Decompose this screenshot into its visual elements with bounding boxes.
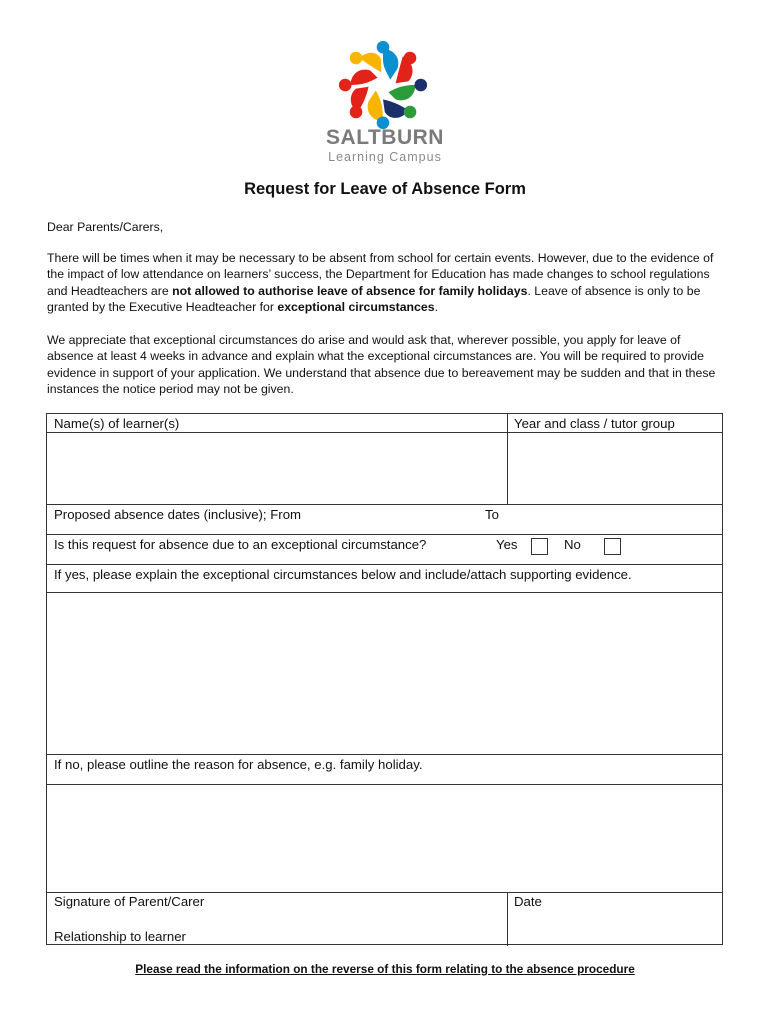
intro-bold-family-holidays: not allowed to authorise leave of absence for family holidays — [172, 283, 528, 298]
column-divider — [507, 892, 508, 946]
absence-form-table — [46, 413, 723, 945]
intro-text-2: . Leave of absence is only to be granted by the Executive Headteacher for — [47, 283, 701, 315]
row-divider — [47, 754, 722, 755]
no-checkbox[interactable] — [604, 538, 621, 555]
school-logo — [338, 40, 428, 130]
date-from-field[interactable] — [319, 505, 479, 534]
learner-names-label: Name(s) of learner(s) — [54, 416, 180, 431]
yes-checkbox[interactable] — [531, 538, 548, 555]
guidance-paragraph: We appreciate that exceptional circumstances do arise and would ask that, wherever possible, you apply for leave of absence at least 4 weeks in advance and explain what the exceptional circumstances are. You will be required to provide evidence in support of your application. We understand that absence due to bereavement may be sudden and that in these instances the notice period may not be given. — [47, 333, 716, 397]
row-divider — [47, 534, 722, 535]
school-subtitle: Learning Campus — [328, 150, 442, 164]
school-name: SALTBURN — [326, 126, 444, 149]
no-label: No — [564, 537, 581, 552]
footer-note: Please read the information on the reverse of this form relating to the absence procedure — [135, 962, 635, 976]
yes-label: Yes — [496, 537, 518, 552]
dates-to-label: To — [485, 507, 499, 522]
if-no-label: If no, please outline the reason for absence, e.g. family holiday. — [54, 757, 423, 772]
date-to-field[interactable] — [503, 505, 721, 534]
intro-bold-exceptional: exceptional circumstances — [277, 300, 435, 315]
form-title: Request for Leave of Absence Form — [244, 180, 526, 198]
absence-reason-field[interactable] — [47, 785, 722, 892]
if-yes-label: If yes, please explain the exceptional circumstances below and include/attach supporting evidence. — [54, 567, 632, 582]
logo-ring — [339, 41, 427, 129]
intro-text-1: There will be times when it may be necessary to be absent from school for certain events. However, due to the evidence of the impact of low attendance on learners’ success, the Department for Education has made changes to school regulations and Headteachers are — [47, 251, 714, 298]
relationship-label: Relationship to learner — [54, 929, 186, 944]
date-field[interactable] — [547, 893, 721, 945]
date-label: Date — [514, 894, 542, 909]
exceptional-details-field[interactable] — [47, 593, 722, 754]
school-brand — [300, 126, 470, 164]
signature-label: Signature of Parent/Carer — [54, 894, 205, 909]
row-divider — [47, 564, 722, 565]
learner-names-field[interactable] — [47, 433, 507, 504]
intro-text-3: . — [434, 300, 438, 315]
dates-from-label: Proposed absence dates (inclusive); From — [54, 507, 302, 522]
exceptional-question: Is this request for absence due to an exceptional circumstance? — [54, 537, 427, 552]
greeting: Dear Parents/Carers, — [47, 220, 164, 234]
intro-paragraph — [47, 250, 727, 316]
signature-field[interactable] — [237, 893, 505, 945]
year-class-field[interactable] — [508, 433, 722, 504]
year-class-label: Year and class / tutor group — [514, 416, 675, 431]
